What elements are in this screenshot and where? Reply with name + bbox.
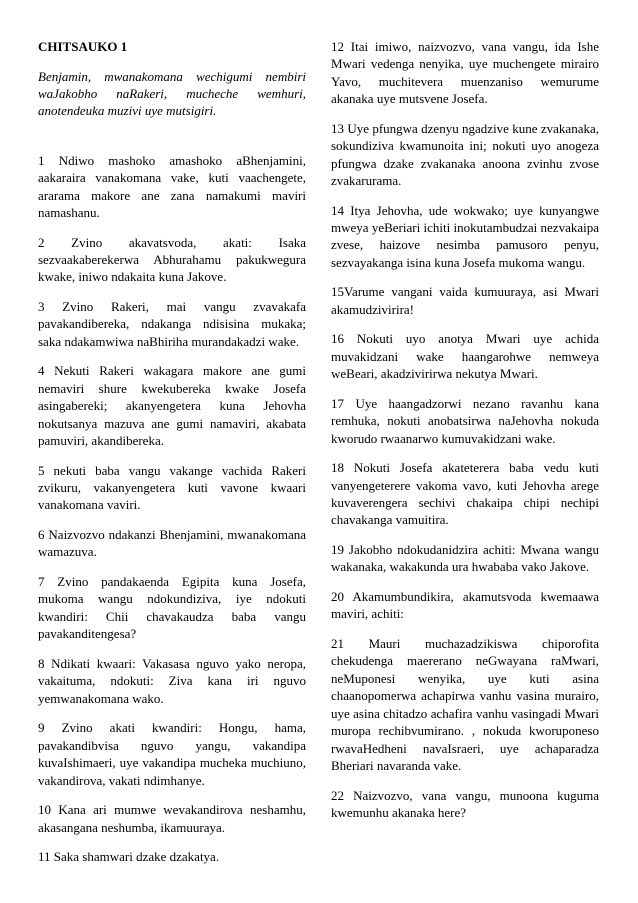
- verse-6: 6 Naizvozvo ndakanzi Bhenjamini, mwanakomana wamazuva.: [38, 527, 306, 560]
- verse-11: 11 Saka shamwari dzake dzakatya.: [38, 849, 220, 865]
- left-column: [38, 38, 306, 878]
- verse-10: 10 Kana ari mumwe wevakandirova neshamhu, akasangana neshumba, ikamuuraya.: [38, 802, 306, 835]
- verse-19: 19 Jakobho ndokudanidzira achiti: Mwana wangu wakanaka, wakakunda ura hwababa vako Jakove.: [331, 542, 599, 575]
- chapter-intro: Benjamin, mwanakomana wechigumi nembiri waJakobho naRakeri, mucheche wemhuri, anotendeuka muzivi uye mutsigiri.: [38, 68, 306, 119]
- verse-8: 8 Ndikati kwaari: Vakasasa nguvo yako neropa, vakaituma, ndokuti: Ziva kana iri nguvo yemwanakomana wako.: [38, 655, 306, 706]
- verse-15: 15Varume vangani vaida kumuuraya, asi Mwari akamudzivirira!: [331, 284, 599, 317]
- verse-21: 21 Mauri muchazadzikiswa chiporofita chekudenga maererano neGwayana raMwari, neMuponesi wenyika, uye kuti asina chaanopomerwa achapirwa vanhu vasina murairo, uye asina chitadzo achafira vanhu vasingadi Mwari muropa rechibvumirano. , nokuda kworuponeso rwavaHedheni navaIsraeri, uye achaparadza Bheriari navaranda vake.: [331, 636, 599, 773]
- verse-18: 18 Nokuti Josefa akateterera baba vedu kuti vanyengeterere vakoma vavo, kuti Jehovha arege kuvaverengera sechivi chakaipa chipi nechipi chavakanga vamuitira.: [331, 460, 599, 528]
- verse-7: 7 Zvino pandakaenda Egipita kuna Josefa, mukoma wangu ndokundiziva, iye ndokuti kwandiri: Chii chavakaudza baba vangu pavakanditengesa?: [38, 574, 306, 642]
- verse-12: 12 Itai imiwo, naizvozvo, vana vangu, ida Ishe Mwari vedenga nenyika, uye muchengete mirairo Yavo, muchitevera muenzaniso wemurume akanaka uye mutsvene Josefa.: [331, 39, 599, 107]
- verse-22: 22 Naizvozvo, vana vangu, munoona kuguma kwemunhu akanaka here?: [331, 787, 599, 820]
- verse-14: 14 Itya Jehovha, ude wokwako; uye kunyangwe mweya yeBeriari ichiti inokutambudzai nezvakaipa zvese, haizove nesimba pamusoro penyu, sezvayakanga isina kuna Josefa mukoma wangu.: [331, 202, 599, 270]
- verse-20: 20 Akamumbundikira, akamutsvoda kwemaawa maviri, achiti:: [331, 589, 599, 622]
- right-column: [331, 38, 599, 834]
- verse-9: 9 Zvino akati kwandiri: Hongu, hama, pavakandibvisa nguvo yangu, vakandipa kuvaIshimaeri, uye vakandipa mucheka muchiuno, vakandirova, vakati ndimhanye.: [38, 720, 306, 788]
- verse-3: 3 Zvino Rakeri, mai vangu zvavakafa pavakandibereka, ndakanga ndisisina mukaka; saka ndakamwiwa naBhiriha murandakadzi wake.: [38, 299, 306, 349]
- chapter-title: CHITSAUKO 1: [38, 39, 128, 54]
- verse-17: 17 Uye haangadzorwi nezano ravanhu kana remhuka, nokuti anobatsirwa naJehovha nokuda kworudo rwaanarwo kumuvakidzani wake.: [331, 395, 599, 446]
- verse-5: 5 nekuti baba vangu vakange vachida Rakeri zvikuru, vakanyengetera kuti vavone kwaari vanakomana vaviri.: [38, 462, 306, 513]
- verse-16: 16 Nokuti uyo anotya Mwari uye achida muvakidzani wake haangarohwe nemweya weBeari, akadzivirirwa nekutya Mwari.: [331, 331, 599, 382]
- verse-4: 4 Nekuti Rakeri wakagara makore ane gumi nemaviri shure kwekubereka kwake Josefa asingabereki; akanyengetera kuna Jehovha nokutsanya mazuva ane gumi namaviri, akabata pamuviri, akandibereka.: [38, 363, 306, 449]
- verse-1: 1 Ndiwo mashoko amashoko aBhenjamini, aakaraira vanakomana vake, kuti vaachengete, ararama makore ane zana namakumi maviri namashanu.: [38, 152, 306, 221]
- verse-2: 2 Zvino akavatsvoda, akati: Isaka sezvaakaberekerwa Abhurahamu pakukwegura kwake, iniwo ndakaita kuna Jakove.: [38, 234, 306, 285]
- verse-13: 13 Uye pfungwa dzenyu ngadzive kune zvakanaka, sokundiziva kwamunoita ini; nokuti uyo anogeza pfungwa dzake zvakanaka anoona zvinhu zvose zvakarurama.: [331, 120, 599, 189]
